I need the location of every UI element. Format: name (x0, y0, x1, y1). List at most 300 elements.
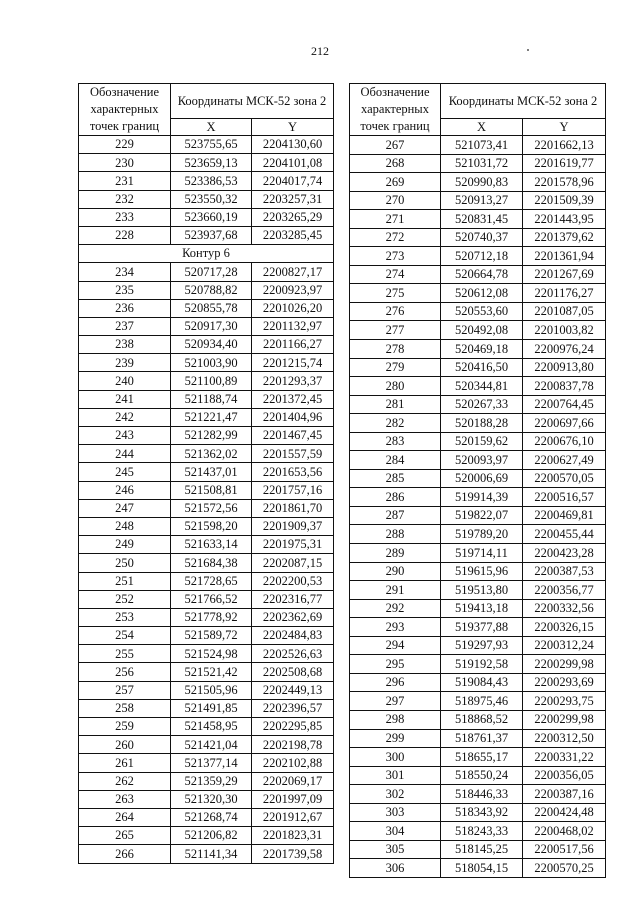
point-number: 252 (79, 590, 171, 608)
coord-x: 521437,01 (171, 463, 252, 481)
table-row (79, 226, 334, 244)
point-number: 255 (79, 645, 171, 663)
table-row (350, 488, 606, 507)
point-number: 273 (350, 247, 441, 266)
coord-y: 2200312,24 (523, 636, 606, 655)
coord-y: 2200424,48 (523, 803, 606, 822)
table-row (350, 840, 606, 859)
point-number: 282 (350, 414, 441, 433)
coord-y: 2200516,57 (523, 488, 606, 507)
coord-x: 519513,80 (441, 581, 523, 600)
point-number: 279 (350, 358, 441, 377)
coord-y: 2200676,10 (523, 432, 606, 451)
table-row (350, 302, 606, 321)
table-row (350, 414, 606, 433)
coord-x: 521362,02 (171, 445, 252, 463)
point-number: 306 (350, 859, 441, 878)
coord-y: 2201166,27 (252, 336, 334, 354)
coord-y: 2200387,53 (523, 562, 606, 581)
coord-y: 2201662,13 (523, 136, 606, 155)
coord-y: 2201267,69 (523, 265, 606, 284)
coord-y: 2201912,67 (252, 808, 334, 826)
point-number: 294 (350, 636, 441, 655)
coord-y: 2202200,53 (252, 572, 334, 590)
point-number: 237 (79, 317, 171, 335)
table-row (350, 265, 606, 284)
coord-y: 2202102,88 (252, 754, 334, 772)
table-row (350, 506, 606, 525)
point-number: 284 (350, 451, 441, 470)
coord-y: 2200923,97 (252, 281, 334, 299)
coord-x: 521633,14 (171, 536, 252, 554)
coord-x: 520740,37 (441, 228, 523, 247)
table-row (79, 754, 334, 772)
coord-y: 2201653,56 (252, 463, 334, 481)
table-row (79, 827, 334, 845)
coord-x: 518343,92 (441, 803, 523, 822)
header-y: Y (523, 119, 606, 136)
coord-y: 2200332,56 (523, 599, 606, 618)
table-row (79, 772, 334, 790)
coord-x: 521073,41 (441, 136, 523, 155)
coord-x: 521320,30 (171, 790, 252, 808)
point-number: 280 (350, 377, 441, 396)
table-row (79, 336, 334, 354)
table-row (79, 808, 334, 826)
coord-x: 523755,65 (171, 136, 252, 154)
coord-x: 518054,15 (441, 859, 523, 878)
coord-y: 2202526,63 (252, 645, 334, 663)
coord-x: 520788,82 (171, 281, 252, 299)
table-row (350, 321, 606, 340)
page-number: 212 (311, 44, 329, 58)
coord-x: 520188,28 (441, 414, 523, 433)
table-row (350, 766, 606, 785)
coord-y: 2201619,77 (523, 154, 606, 173)
coord-y: 2201909,37 (252, 517, 334, 535)
table-row (350, 748, 606, 767)
coord-y: 2201757,16 (252, 481, 334, 499)
coord-y: 2201557,59 (252, 445, 334, 463)
table-row (350, 636, 606, 655)
coord-y: 2200570,05 (523, 469, 606, 488)
contour-row (79, 245, 334, 263)
coord-x: 523550,32 (171, 190, 252, 208)
coord-x: 518975,46 (441, 692, 523, 711)
table-row (350, 785, 606, 804)
coord-y: 2202087,15 (252, 554, 334, 572)
coord-x: 518550,24 (441, 766, 523, 785)
header-coordinates: Координаты МСК-52 зона 2 (171, 84, 334, 119)
coord-x: 521377,14 (171, 754, 252, 772)
table-row (350, 210, 606, 229)
coord-y: 2202484,83 (252, 627, 334, 645)
coord-y: 2201997,09 (252, 790, 334, 808)
coord-x: 520416,50 (441, 358, 523, 377)
point-number: 244 (79, 445, 171, 463)
scan-speck (527, 49, 529, 51)
point-number: 242 (79, 408, 171, 426)
table-row (79, 408, 334, 426)
coord-x: 520469,18 (441, 340, 523, 359)
coord-y: 2200517,56 (523, 840, 606, 859)
coord-x: 521458,95 (171, 718, 252, 736)
table-row (79, 590, 334, 608)
table-row (79, 536, 334, 554)
point-number: 254 (79, 627, 171, 645)
coord-y: 2201823,31 (252, 827, 334, 845)
header-designation: Обозначение характерных точек границ (350, 84, 441, 136)
coord-y: 2202198,78 (252, 736, 334, 754)
table-row (79, 718, 334, 736)
coord-x: 518145,25 (441, 840, 523, 859)
coordinates-table-left (78, 83, 334, 864)
table-row (79, 790, 334, 808)
coord-x: 521728,65 (171, 572, 252, 590)
point-number: 264 (79, 808, 171, 826)
coord-y: 2200837,78 (523, 377, 606, 396)
coord-y: 2202508,68 (252, 663, 334, 681)
coord-x: 521684,38 (171, 554, 252, 572)
coord-x: 520093,97 (441, 451, 523, 470)
coord-y: 2204101,08 (252, 154, 334, 172)
point-number: 296 (350, 673, 441, 692)
point-number: 298 (350, 710, 441, 729)
coord-y: 2202069,17 (252, 772, 334, 790)
table-row (350, 673, 606, 692)
point-number: 268 (350, 154, 441, 173)
table-row (350, 581, 606, 600)
table-row (350, 377, 606, 396)
point-number: 245 (79, 463, 171, 481)
point-number: 289 (350, 544, 441, 563)
coord-y: 2202316,77 (252, 590, 334, 608)
point-number: 297 (350, 692, 441, 711)
coord-y: 2200387,16 (523, 785, 606, 804)
point-number: 261 (79, 754, 171, 772)
coord-y: 2200570,25 (523, 859, 606, 878)
coord-x: 519714,11 (441, 544, 523, 563)
coord-x: 520664,78 (441, 265, 523, 284)
point-number: 266 (79, 845, 171, 863)
point-number: 288 (350, 525, 441, 544)
point-number: 265 (79, 827, 171, 845)
point-number: 258 (79, 699, 171, 717)
coord-y: 2201975,31 (252, 536, 334, 554)
coord-x: 519297,93 (441, 636, 523, 655)
coord-x: 521031,72 (441, 154, 523, 173)
point-number: 260 (79, 736, 171, 754)
table-row (79, 608, 334, 626)
coord-x: 523937,68 (171, 226, 252, 244)
point-number: 247 (79, 499, 171, 517)
table-row (79, 463, 334, 481)
coord-x: 519615,96 (441, 562, 523, 581)
table-row (79, 663, 334, 681)
coord-x: 520006,69 (441, 469, 523, 488)
point-number: 283 (350, 432, 441, 451)
coord-x: 521766,52 (171, 590, 252, 608)
point-number: 293 (350, 618, 441, 637)
coord-y: 2200468,02 (523, 822, 606, 841)
coord-x: 523386,53 (171, 172, 252, 190)
coord-x: 521206,82 (171, 827, 252, 845)
table-row (350, 710, 606, 729)
coord-y: 2200913,80 (523, 358, 606, 377)
coord-y: 2201861,70 (252, 499, 334, 517)
table-body (79, 136, 334, 864)
coord-x: 520831,45 (441, 210, 523, 229)
table-row (79, 481, 334, 499)
table-row (350, 191, 606, 210)
coord-y: 2203257,31 (252, 190, 334, 208)
point-number: 295 (350, 655, 441, 674)
coord-x: 520612,08 (441, 284, 523, 303)
point-number: 292 (350, 599, 441, 618)
point-number: 235 (79, 281, 171, 299)
point-number: 262 (79, 772, 171, 790)
coord-x: 521282,99 (171, 427, 252, 445)
point-number: 290 (350, 562, 441, 581)
table-row (79, 699, 334, 717)
coord-y: 2201739,58 (252, 845, 334, 863)
contour-label: Контур 6 (79, 245, 334, 263)
point-number: 263 (79, 790, 171, 808)
point-number: 234 (79, 263, 171, 281)
table-row (79, 372, 334, 390)
coord-x: 521505,96 (171, 681, 252, 699)
point-number: 277 (350, 321, 441, 340)
table-row (350, 228, 606, 247)
coord-y: 2202295,85 (252, 718, 334, 736)
point-number: 249 (79, 536, 171, 554)
point-number: 269 (350, 173, 441, 192)
coord-x: 523660,19 (171, 208, 252, 226)
point-number: 291 (350, 581, 441, 600)
point-number: 275 (350, 284, 441, 303)
coord-x: 518655,17 (441, 748, 523, 767)
coord-y: 2201176,27 (523, 284, 606, 303)
coord-x: 518243,33 (441, 822, 523, 841)
coord-x: 520712,18 (441, 247, 523, 266)
coord-y: 2201467,45 (252, 427, 334, 445)
table-row (350, 284, 606, 303)
point-number: 276 (350, 302, 441, 321)
point-number: 253 (79, 608, 171, 626)
table-row (79, 427, 334, 445)
table-row (350, 358, 606, 377)
coord-x: 521141,34 (171, 845, 252, 863)
point-number: 251 (79, 572, 171, 590)
point-number: 228 (79, 226, 171, 244)
coord-x: 520344,81 (441, 377, 523, 396)
coord-x: 521268,74 (171, 808, 252, 826)
coord-x: 519413,18 (441, 599, 523, 618)
table-row (350, 599, 606, 618)
point-number: 281 (350, 395, 441, 414)
coord-y: 2201003,82 (523, 321, 606, 340)
coord-y: 2200331,22 (523, 748, 606, 767)
table-row (350, 173, 606, 192)
point-number: 285 (350, 469, 441, 488)
header-y: Y (252, 119, 334, 136)
point-number: 256 (79, 663, 171, 681)
table-row (79, 354, 334, 372)
coord-y: 2200827,17 (252, 263, 334, 281)
table-row (350, 154, 606, 173)
coord-x: 521572,56 (171, 499, 252, 517)
coord-x: 521589,72 (171, 627, 252, 645)
coord-y: 2200627,49 (523, 451, 606, 470)
table-row (350, 395, 606, 414)
coord-y: 2202396,57 (252, 699, 334, 717)
point-number: 248 (79, 517, 171, 535)
coord-x: 521359,29 (171, 772, 252, 790)
coord-x: 518761,37 (441, 729, 523, 748)
table-row (350, 859, 606, 878)
table-row (79, 172, 334, 190)
header-x: X (171, 119, 252, 136)
coord-x: 521524,98 (171, 645, 252, 663)
point-number: 229 (79, 136, 171, 154)
coord-x: 520917,30 (171, 317, 252, 335)
point-number: 250 (79, 554, 171, 572)
point-number: 259 (79, 718, 171, 736)
coord-x: 520717,28 (171, 263, 252, 281)
coord-y: 2201293,37 (252, 372, 334, 390)
coord-x: 521188,74 (171, 390, 252, 408)
coord-y: 2200299,98 (523, 655, 606, 674)
coord-x: 521421,04 (171, 736, 252, 754)
coord-y: 2201372,45 (252, 390, 334, 408)
point-number: 233 (79, 208, 171, 226)
table-row (350, 562, 606, 581)
table-row (350, 469, 606, 488)
table-row (79, 572, 334, 590)
coord-x: 518868,52 (441, 710, 523, 729)
coord-y: 2200976,24 (523, 340, 606, 359)
coord-y: 2203285,45 (252, 226, 334, 244)
coord-x: 519084,43 (441, 673, 523, 692)
header-x: X (441, 119, 523, 136)
coord-y: 2201578,96 (523, 173, 606, 192)
point-number: 302 (350, 785, 441, 804)
point-number: 300 (350, 748, 441, 767)
coord-x: 519822,07 (441, 506, 523, 525)
coord-y: 2202362,69 (252, 608, 334, 626)
point-number: 270 (350, 191, 441, 210)
coord-x: 518446,33 (441, 785, 523, 804)
coord-x: 521508,81 (171, 481, 252, 499)
coord-x: 521003,90 (171, 354, 252, 372)
coord-x: 521491,85 (171, 699, 252, 717)
coord-y: 2201132,97 (252, 317, 334, 335)
table-row (79, 317, 334, 335)
table-row (350, 544, 606, 563)
coord-y: 2200312,50 (523, 729, 606, 748)
table-row (79, 736, 334, 754)
table-row (350, 655, 606, 674)
coord-y: 2203265,29 (252, 208, 334, 226)
table-row (79, 499, 334, 517)
coord-y: 2201087,05 (523, 302, 606, 321)
coord-y: 2200293,69 (523, 673, 606, 692)
table-row (79, 845, 334, 863)
point-number: 231 (79, 172, 171, 190)
table-row (350, 729, 606, 748)
coord-x: 521221,47 (171, 408, 252, 426)
coord-y: 2202449,13 (252, 681, 334, 699)
coord-x: 520159,62 (441, 432, 523, 451)
table-row (79, 627, 334, 645)
coord-x: 520553,60 (441, 302, 523, 321)
point-number: 304 (350, 822, 441, 841)
coord-x: 519192,58 (441, 655, 523, 674)
table-row (79, 681, 334, 699)
table-row (350, 692, 606, 711)
table-row (79, 136, 334, 154)
coord-x: 520855,78 (171, 299, 252, 317)
point-number: 305 (350, 840, 441, 859)
coord-y: 2200423,28 (523, 544, 606, 563)
table-row (350, 340, 606, 359)
table-row (79, 645, 334, 663)
coord-y: 2200469,81 (523, 506, 606, 525)
point-number: 236 (79, 299, 171, 317)
coord-x: 519789,20 (441, 525, 523, 544)
point-number: 287 (350, 506, 441, 525)
coord-y: 2200764,45 (523, 395, 606, 414)
point-number: 238 (79, 336, 171, 354)
table-row (79, 154, 334, 172)
coord-x: 520267,33 (441, 395, 523, 414)
coord-y: 2200356,05 (523, 766, 606, 785)
coord-y: 2200293,75 (523, 692, 606, 711)
table-row (79, 281, 334, 299)
coord-y: 2200326,15 (523, 618, 606, 637)
header-designation: Обозначение характерных точек границ (79, 84, 171, 136)
coord-y: 2204130,60 (252, 136, 334, 154)
table-row (79, 390, 334, 408)
table-row (350, 618, 606, 637)
table-row (79, 208, 334, 226)
point-number: 241 (79, 390, 171, 408)
point-number: 303 (350, 803, 441, 822)
point-number: 299 (350, 729, 441, 748)
coord-x: 521521,42 (171, 663, 252, 681)
coord-x: 520492,08 (441, 321, 523, 340)
coord-y: 2201379,62 (523, 228, 606, 247)
coord-x: 523659,13 (171, 154, 252, 172)
coordinates-table-right (349, 83, 606, 878)
point-number: 240 (79, 372, 171, 390)
coord-y: 2204017,74 (252, 172, 334, 190)
coord-y: 2201026,20 (252, 299, 334, 317)
point-number: 257 (79, 681, 171, 699)
table-row (79, 445, 334, 463)
coord-x: 520913,27 (441, 191, 523, 210)
coord-y: 2201404,96 (252, 408, 334, 426)
table-row (79, 263, 334, 281)
coord-y: 2201215,74 (252, 354, 334, 372)
coord-y: 2200299,98 (523, 710, 606, 729)
coord-x: 519377,88 (441, 618, 523, 637)
table-row (79, 517, 334, 535)
table-body (350, 136, 606, 878)
point-number: 272 (350, 228, 441, 247)
coord-x: 521598,20 (171, 517, 252, 535)
point-number: 267 (350, 136, 441, 155)
